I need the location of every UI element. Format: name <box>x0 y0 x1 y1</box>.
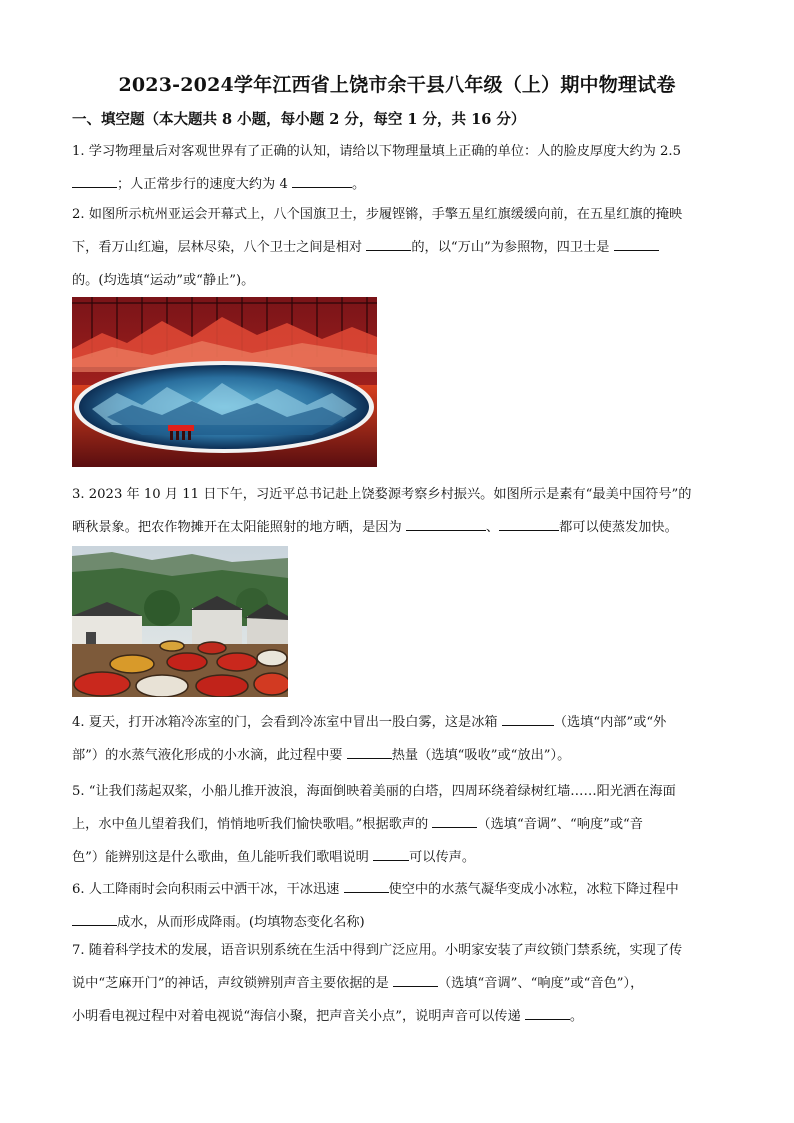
q4-text-b: （选填“内部”或“外 <box>553 715 667 730</box>
q3-text-c: 、 <box>485 520 500 535</box>
q6-text-b: 使空中的水蒸气凝华变成小冰粒，冰粒下降过程中 <box>388 882 679 897</box>
q2-text-d: 的。(均选填“运动”或“静止”)。 <box>72 273 255 288</box>
q2-text-a: 2. 如图所示杭州亚运会开幕式上，八个国旗卫士，步履铿锵，手擎五星红旗缓缓向前，在五星红旗的掩映 <box>72 207 683 222</box>
opening-ceremony-photo <box>72 297 377 467</box>
answer-blank[interactable] <box>373 844 409 861</box>
answer-blank[interactable] <box>72 909 117 926</box>
q6-text-c: 成水，从而形成降雨。(均填物态变化名称) <box>117 915 365 930</box>
q4-text-c: 部”）的水蒸气液化形成的小水滴，此过程中要 <box>72 748 343 763</box>
q1-text-c: 。 <box>352 177 366 192</box>
answer-blank[interactable] <box>502 709 554 726</box>
answer-blank[interactable] <box>344 876 389 893</box>
q2-text-c: 的，以“万山”为参照物，四卫士是 <box>411 240 610 255</box>
answer-blank[interactable] <box>499 514 559 531</box>
q7-text-a: 7. 随着科学技术的发展，语音识别系统在生活中得到广泛应用。小明家安装了声纹锁门禁系统，实现了传 <box>72 943 683 958</box>
q7-text-d: 小明看电视过程中对着电视说“海信小聚，把声音关小点”，说明声音可以传递 <box>72 1009 521 1024</box>
q7-text-c: （选填“音调”、“响度”或“音色”）， <box>438 976 644 991</box>
q4-text-d: 热量（选填“吸收”或“放出”）。 <box>391 748 571 763</box>
answer-blank[interactable] <box>292 171 352 188</box>
q7-text-e: 。 <box>569 1009 584 1024</box>
answer-blank[interactable] <box>432 811 477 828</box>
answer-blank[interactable] <box>406 514 486 531</box>
q3-text-b: 晒秋景象。把农作物摊开在太阳能照射的地方晒，是因为 <box>72 520 402 535</box>
q3-text-d: 都可以使蒸发加快。 <box>559 520 678 535</box>
q3-text-a: 3. 2023 年 10 月 11 日下午，习近平总书记赴上饶婺源考察乡村振兴。如图所示是素有“最美中国符号”的 <box>72 487 692 502</box>
q5-text-a: 5. “让我们荡起双桨，小船儿推开波浪，海面倒映着美丽的白塔，四周环绕着绿树红墙……阳光洒在海面 <box>72 784 676 799</box>
question-7 <box>72 934 720 1033</box>
q6-text-a: 6. 人工降雨时会向积雨云中洒干冰，干冰迅速 <box>72 882 340 897</box>
question-1 <box>72 135 720 201</box>
answer-blank[interactable] <box>614 234 659 251</box>
q5-text-e: 可以传声。 <box>409 850 476 865</box>
q4-text-a: 4. 夏天，打开冰箱冷冻室的门，会看到冷冻室中冒出一股白雾，这是冰箱 <box>72 715 498 730</box>
q1-text-a: 1. 学习物理量后对客观世界有了正确的认知，请给以下物理量填上正确的单位：人的脸皮厚度大约为 2.5 <box>72 144 681 159</box>
answer-blank[interactable] <box>72 171 117 188</box>
section-heading: 一、填空题（本大题共 8 小题，每小题 2 分，每空 1 分，共 16 分） <box>72 111 526 128</box>
q5-text-c: （选填“音调”、“响度”或“音 <box>477 817 643 832</box>
q5-text-d: 色”）能辨别这是什么歌曲，鱼儿能听我们歌唱说明 <box>72 850 369 865</box>
question-4 <box>72 706 720 772</box>
answer-blank[interactable] <box>366 234 411 251</box>
sun-drying-photo <box>72 546 288 697</box>
answer-blank[interactable] <box>393 970 438 987</box>
q1-text-b: ；人正常步行的速度大约为 4 <box>117 177 288 192</box>
question-2 <box>72 198 720 297</box>
answer-blank[interactable] <box>347 742 392 759</box>
q7-text-b: 说中“芝麻开门”的神话，声纹锁辨别声音主要依据的是 <box>72 976 389 991</box>
question-5 <box>72 775 720 874</box>
q5-text-b: 上，水中鱼儿望着我们，悄悄地听我们愉快歌唱。”根据歌声的 <box>72 817 429 832</box>
page-title: 2023-2024学年江西省上饶市余干县八年级（上）期中物理试卷 <box>118 74 676 96</box>
question-6 <box>72 873 720 939</box>
question-3 <box>72 478 720 544</box>
q2-text-b: 下，看万山红遍，层林尽染，八个卫士之间是相对 <box>72 240 363 255</box>
answer-blank[interactable] <box>525 1003 570 1020</box>
